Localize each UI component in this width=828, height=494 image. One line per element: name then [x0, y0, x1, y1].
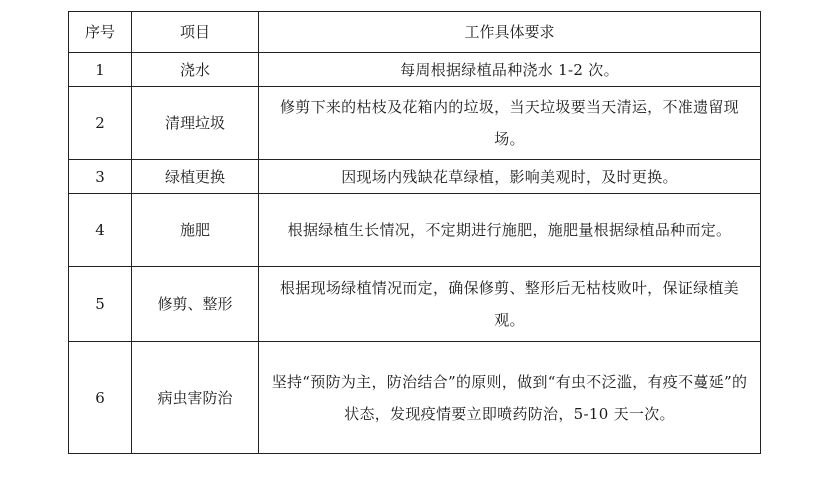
row-requirement: 根据现场绿植情况而定，确保修剪、整形后无枯枝败叶，保证绿植美观。 — [259, 267, 761, 342]
row-item: 清理垃圾 — [132, 87, 259, 160]
table-row — [69, 342, 761, 454]
header-requirement: 工作具体要求 — [259, 12, 761, 53]
row-number: 5 — [69, 267, 132, 342]
greening-tasks-table — [68, 11, 761, 454]
row-requirement: 每周根据绿植品种浇水 1-2 次。 — [259, 53, 761, 87]
row-item: 修剪、整形 — [132, 267, 259, 342]
row-requirement: 坚持“预防为主，防治结合”的原则，做到“有虫不泛滥，有疫不蔓延”的状态，发现疫情要立即喷药防治，5-10 天一次。 — [259, 342, 761, 454]
header-item: 项目 — [132, 12, 259, 53]
row-number: 2 — [69, 87, 132, 160]
row-item: 病虫害防治 — [132, 342, 259, 454]
row-item: 浇水 — [132, 53, 259, 87]
row-requirement: 根据绿植生长情况，不定期进行施肥，施肥量根据绿植品种而定。 — [259, 194, 761, 267]
row-item: 施肥 — [132, 194, 259, 267]
row-number: 4 — [69, 194, 132, 267]
header-serial-number: 序号 — [69, 12, 132, 53]
table-header-row — [69, 12, 761, 53]
table-row — [69, 267, 761, 342]
row-number: 1 — [69, 53, 132, 87]
table-row — [69, 53, 761, 87]
table-row — [69, 160, 761, 194]
row-number: 6 — [69, 342, 132, 454]
row-requirement: 修剪下来的枯枝及花箱内的垃圾，当天垃圾要当天清运，不准遗留现场。 — [259, 87, 761, 160]
row-item: 绿植更换 — [132, 160, 259, 194]
row-requirement: 因现场内残缺花草绿植，影响美观时，及时更换。 — [259, 160, 761, 194]
table-row — [69, 194, 761, 267]
table-row — [69, 87, 761, 160]
row-number: 3 — [69, 160, 132, 194]
